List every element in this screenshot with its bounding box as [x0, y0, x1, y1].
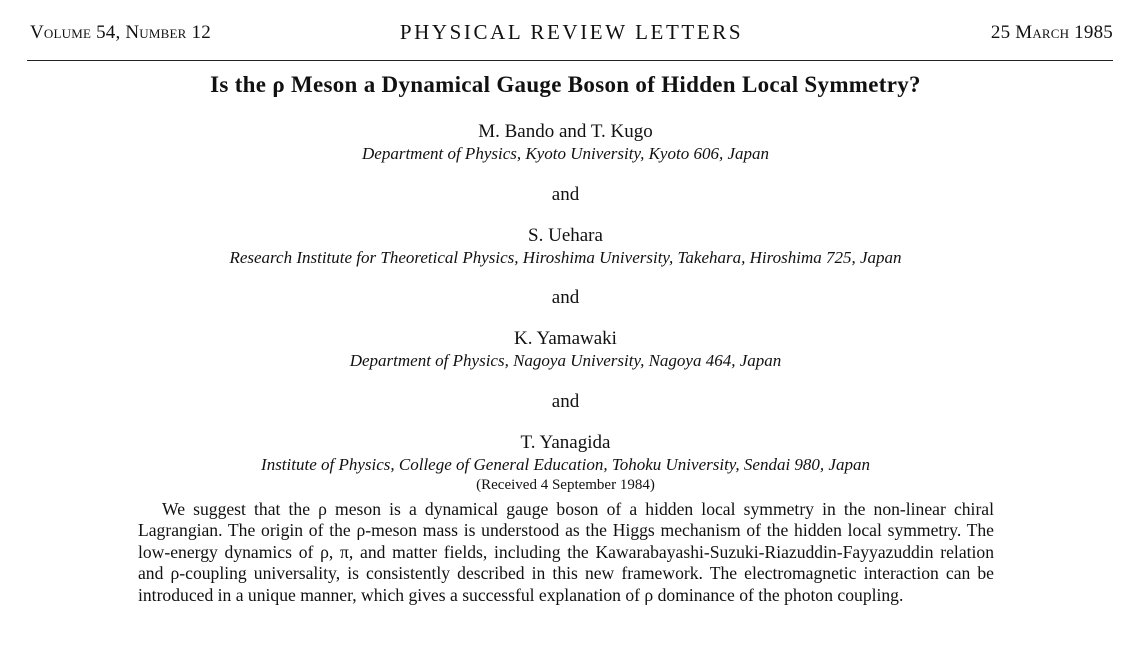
affiliation-1: Department of Physics, Kyoto University, Kyoto 606, Japan	[362, 144, 769, 163]
affiliation-3: Department of Physics, Nagoya University, Nagoya 464, Japan	[349, 351, 782, 370]
abstract-text: We suggest that the ρ meson is a dynamical gauge boson of a hidden local symmetry in the non-linear chiral Lagrangian. The origin of the ρ-meson mass is understood as the Higgs mechanism of the hidden local symmetry. The low-energy dynamics of ρ, π, and matter fields, including the Kawarabayashi-Suzuki-Riazuddin-Fayyazuddin relation and ρ-coupling universality, is consistently described in this new framework. The electromagnetic interaction can be introduced in a unique manner, which gives a successful explanation of ρ dominance of the photon coupling.	[138, 499, 994, 605]
volume-number: Volume 54, Number 12	[30, 22, 211, 43]
authors-block	[0, 120, 1131, 495]
affiliation-2: Research Institute for Theoretical Physics, Hiroshima University, Takehara, Hiroshima 725, Japan	[229, 248, 902, 267]
author-group-1: M. Bando and T. Kugo	[478, 121, 653, 142]
author-group-4: T. Yanagida	[520, 432, 611, 453]
paper-title: Is the ρ Meson a Dynamical Gauge Boson of Hidden Local Symmetry?	[210, 72, 921, 97]
and-separator-1: and	[551, 184, 580, 205]
header-rule	[27, 60, 1113, 61]
journal-name: PHYSICAL REVIEW LETTERS	[399, 20, 744, 44]
and-separator-2: and	[551, 287, 580, 308]
and-separator-3: and	[551, 391, 580, 412]
author-group-2: S. Uehara	[528, 225, 603, 246]
received-date: (Received 4 September 1984)	[476, 477, 655, 493]
running-header	[30, 20, 1113, 50]
author-group-3: K. Yamawaki	[514, 328, 617, 349]
issue-date: 25 March 1985	[990, 22, 1113, 43]
affiliation-4: Institute of Physics, College of General Education, Tohoku University, Sendai 980, Japan	[261, 455, 870, 474]
